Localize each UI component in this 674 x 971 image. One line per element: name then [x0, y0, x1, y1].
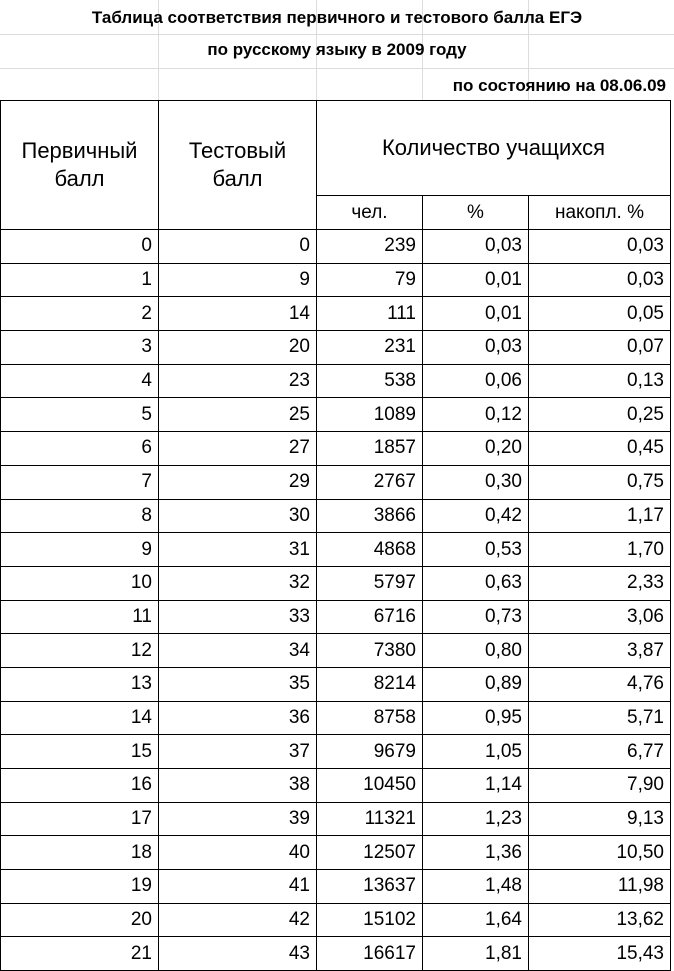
cell-cumulative-percent: 0,45 [529, 432, 671, 466]
cell-percent: 0,01 [423, 297, 529, 331]
cell-cumulative-percent: 1,17 [529, 499, 671, 533]
cell-cumulative-percent: 10,50 [529, 836, 671, 870]
cell-test-score: 31 [159, 533, 317, 567]
cell-people: 9679 [317, 735, 423, 769]
cell-test-score: 9 [159, 263, 317, 297]
table-row [1, 735, 671, 769]
cell-people: 3866 [317, 499, 423, 533]
cell-cumulative-percent: 0,13 [529, 364, 671, 398]
cell-test-score: 42 [159, 903, 317, 937]
as-of-date: по состоянию на 08.06.09 [452, 76, 666, 95]
cell-percent: 0,01 [423, 263, 529, 297]
cell-primary-score: 0 [1, 230, 159, 264]
cell-test-score: 0 [159, 230, 317, 264]
table-row [1, 465, 671, 499]
table-row [1, 398, 671, 432]
cell-primary-score: 14 [1, 701, 159, 735]
cell-cumulative-percent: 0,25 [529, 398, 671, 432]
cell-test-score: 35 [159, 667, 317, 701]
cell-people: 538 [317, 364, 423, 398]
cell-people: 79 [317, 263, 423, 297]
cell-test-score: 32 [159, 566, 317, 600]
cell-people: 1857 [317, 432, 423, 466]
cell-percent: 1,48 [423, 870, 529, 904]
cell-primary-score: 11 [1, 600, 159, 634]
cell-percent: 0,03 [423, 230, 529, 264]
table-row [1, 769, 671, 803]
cell-test-score: 30 [159, 499, 317, 533]
cell-primary-score: 8 [1, 499, 159, 533]
cell-percent: 0,95 [423, 701, 529, 735]
cell-people: 5797 [317, 566, 423, 600]
cell-cumulative-percent: 1,70 [529, 533, 671, 567]
table-row [1, 230, 671, 264]
cell-test-score: 23 [159, 364, 317, 398]
cell-cumulative-percent: 0,75 [529, 465, 671, 499]
cell-people: 11321 [317, 802, 423, 836]
cell-primary-score: 4 [1, 364, 159, 398]
cell-cumulative-percent: 3,87 [529, 634, 671, 668]
cell-people: 4868 [317, 533, 423, 567]
table-row [1, 802, 671, 836]
cell-primary-score: 12 [1, 634, 159, 668]
header-primary-score: Первичный балл [1, 101, 159, 230]
cell-primary-score: 21 [1, 937, 159, 971]
table-row [1, 634, 671, 668]
cell-people: 111 [317, 297, 423, 331]
cell-primary-score: 19 [1, 870, 159, 904]
cell-test-score: 41 [159, 870, 317, 904]
cell-cumulative-percent: 0,05 [529, 297, 671, 331]
cell-test-score: 39 [159, 802, 317, 836]
cell-cumulative-percent: 11,98 [529, 870, 671, 904]
cell-people: 6716 [317, 600, 423, 634]
cell-test-score: 38 [159, 769, 317, 803]
cell-percent: 0,80 [423, 634, 529, 668]
cell-people: 13637 [317, 870, 423, 904]
cell-primary-score: 9 [1, 533, 159, 567]
table-row [1, 566, 671, 600]
cell-percent: 1,14 [423, 769, 529, 803]
table-row [1, 364, 671, 398]
cell-primary-score: 6 [1, 432, 159, 466]
cell-test-score: 14 [159, 297, 317, 331]
score-conversion-table [0, 100, 671, 971]
header-percent: % [423, 196, 529, 230]
document-title: Таблица соответствия первичного и тестового балла ЕГЭ [91, 8, 583, 27]
cell-percent: 0,20 [423, 432, 529, 466]
cell-test-score: 33 [159, 600, 317, 634]
cell-primary-score: 7 [1, 465, 159, 499]
cell-test-score: 37 [159, 735, 317, 769]
cell-percent: 1,23 [423, 802, 529, 836]
cell-cumulative-percent: 5,71 [529, 701, 671, 735]
cell-percent: 0,89 [423, 667, 529, 701]
table-row [1, 600, 671, 634]
header-test-score: Тестовый балл [159, 101, 317, 230]
table-row [1, 836, 671, 870]
cell-test-score: 43 [159, 937, 317, 971]
cell-primary-score: 20 [1, 903, 159, 937]
cell-percent: 1,81 [423, 937, 529, 971]
table-row [1, 533, 671, 567]
cell-percent: 0,63 [423, 566, 529, 600]
cell-percent: 0,06 [423, 364, 529, 398]
cell-cumulative-percent: 9,13 [529, 802, 671, 836]
cell-people: 239 [317, 230, 423, 264]
cell-primary-score: 2 [1, 297, 159, 331]
cell-percent: 1,64 [423, 903, 529, 937]
cell-people: 8214 [317, 667, 423, 701]
table-row [1, 701, 671, 735]
cell-percent: 0,30 [423, 465, 529, 499]
cell-percent: 0,42 [423, 499, 529, 533]
cell-primary-score: 17 [1, 802, 159, 836]
cell-people: 1089 [317, 398, 423, 432]
cell-test-score: 36 [159, 701, 317, 735]
cell-people: 7380 [317, 634, 423, 668]
cell-people: 12507 [317, 836, 423, 870]
table-row [1, 903, 671, 937]
cell-primary-score: 5 [1, 398, 159, 432]
table-row [1, 667, 671, 701]
cell-percent: 0,73 [423, 600, 529, 634]
cell-cumulative-percent: 0,03 [529, 263, 671, 297]
sheet-gridline [0, 34, 674, 35]
header-student-count: Количество учащихся [317, 101, 671, 196]
cell-percent: 0,12 [423, 398, 529, 432]
cell-primary-score: 18 [1, 836, 159, 870]
table-row [1, 297, 671, 331]
cell-percent: 1,05 [423, 735, 529, 769]
cell-cumulative-percent: 7,90 [529, 769, 671, 803]
sheet-gridline [0, 68, 674, 69]
cell-cumulative-percent: 2,33 [529, 566, 671, 600]
cell-test-score: 20 [159, 331, 317, 365]
cell-people: 2767 [317, 465, 423, 499]
cell-percent: 0,53 [423, 533, 529, 567]
table-row [1, 937, 671, 971]
cell-primary-score: 13 [1, 667, 159, 701]
cell-people: 8758 [317, 701, 423, 735]
cell-cumulative-percent: 15,43 [529, 937, 671, 971]
cell-people: 15102 [317, 903, 423, 937]
cell-people: 10450 [317, 769, 423, 803]
cell-people: 231 [317, 331, 423, 365]
cell-primary-score: 1 [1, 263, 159, 297]
cell-cumulative-percent: 13,62 [529, 903, 671, 937]
cell-test-score: 25 [159, 398, 317, 432]
cell-percent: 1,36 [423, 836, 529, 870]
cell-cumulative-percent: 0,07 [529, 331, 671, 365]
cell-people: 16617 [317, 937, 423, 971]
cell-test-score: 40 [159, 836, 317, 870]
table-row [1, 331, 671, 365]
cell-test-score: 34 [159, 634, 317, 668]
document-subtitle: по русскому языку в 2009 году [207, 40, 467, 59]
header-cumulative-percent: накопл. % [529, 196, 671, 230]
table-row [1, 263, 671, 297]
cell-primary-score: 10 [1, 566, 159, 600]
cell-cumulative-percent: 6,77 [529, 735, 671, 769]
table-row [1, 499, 671, 533]
cell-cumulative-percent: 4,76 [529, 667, 671, 701]
cell-cumulative-percent: 0,03 [529, 230, 671, 264]
cell-primary-score: 3 [1, 331, 159, 365]
cell-cumulative-percent: 3,06 [529, 600, 671, 634]
table-row [1, 870, 671, 904]
cell-test-score: 27 [159, 432, 317, 466]
cell-primary-score: 15 [1, 735, 159, 769]
cell-test-score: 29 [159, 465, 317, 499]
table-row [1, 432, 671, 466]
cell-primary-score: 16 [1, 769, 159, 803]
cell-percent: 0,03 [423, 331, 529, 365]
header-people: чел. [317, 196, 423, 230]
